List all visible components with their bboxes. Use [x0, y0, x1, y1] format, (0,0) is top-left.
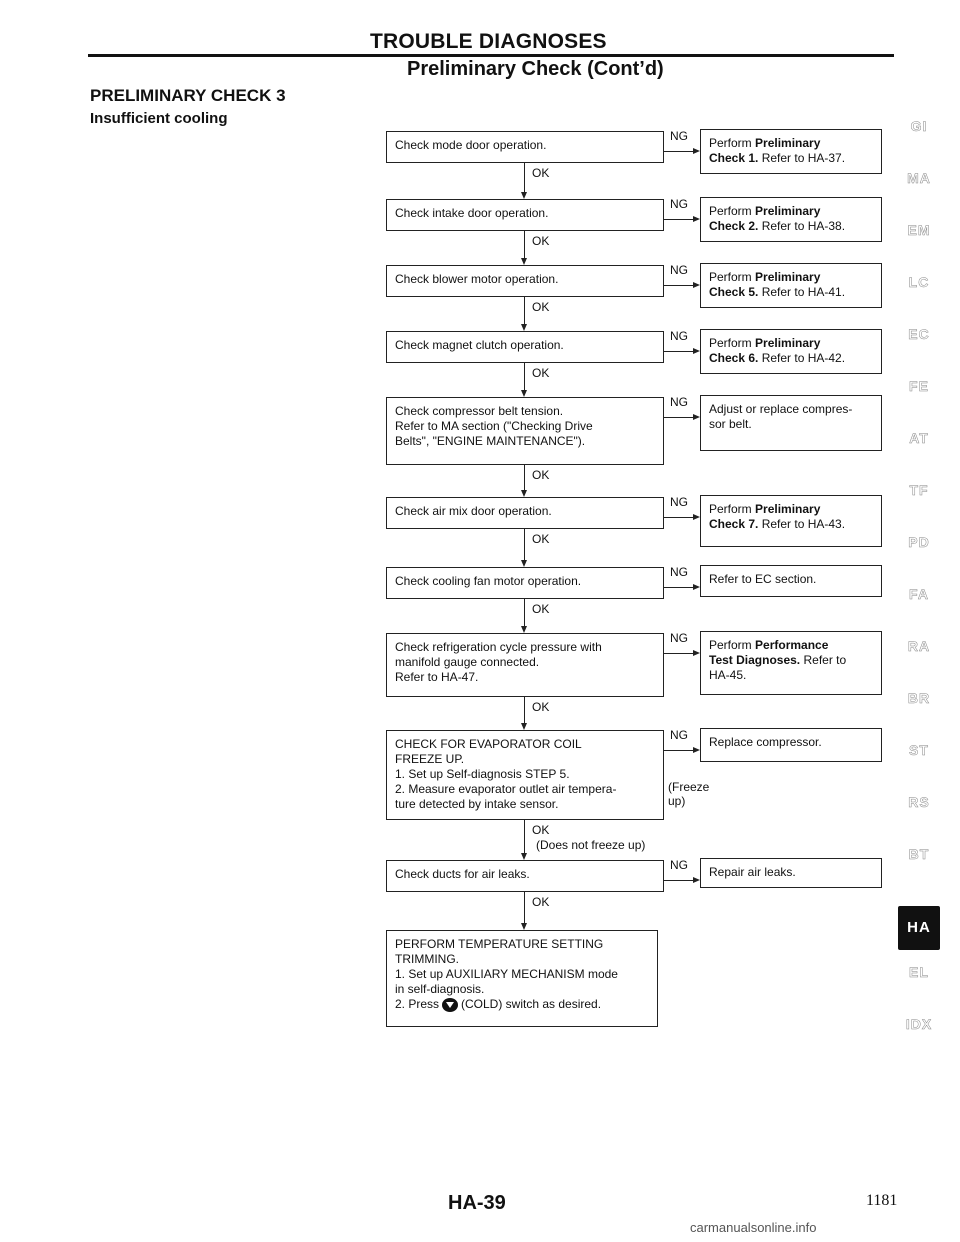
ok-arrow-icon: [521, 192, 527, 199]
check-step-box: [386, 331, 664, 363]
action-text-plain: Perform: [709, 204, 756, 218]
action-text-ref: Refer to HA-42.: [758, 351, 846, 365]
action-text-bold: Preliminary Check 2.: [709, 204, 821, 233]
check-step-text: Check intake door operation.: [395, 206, 549, 220]
action-text-bold: Performance Test Diagnoses.: [709, 638, 829, 667]
check-step-box: [386, 730, 664, 820]
ok-connector-line: [524, 231, 525, 259]
ok-label: OK: [532, 895, 550, 909]
ng-label: NG: [670, 495, 688, 509]
ng-arrow-icon: [693, 148, 700, 154]
action-box: [700, 565, 882, 597]
action-text-ref: Refer to HA-45.: [709, 653, 847, 682]
ng-connector-line: [664, 219, 693, 220]
check-step-text: Check blower motor operation.: [395, 272, 559, 286]
action-text-ref: Refer to HA-37.: [758, 151, 846, 165]
check-step-text: Check magnet clutch operation.: [395, 338, 564, 352]
action-text: [709, 865, 873, 880]
ng-label: NG: [670, 728, 688, 742]
ok-arrow-icon: [521, 560, 527, 567]
ng-label: NG: [670, 395, 688, 409]
ok-arrow-icon: [521, 490, 527, 497]
ok-arrow-icon: [521, 390, 527, 397]
ng-label: NG: [670, 129, 688, 143]
section-tab-ha[interactable]: HA: [898, 906, 940, 950]
section-tab-bt[interactable]: BT: [908, 846, 930, 862]
action-box: [700, 197, 882, 242]
check-step-box: [386, 397, 664, 465]
action-box: [700, 728, 882, 762]
section-tab-ra[interactable]: RA: [907, 638, 931, 654]
action-text: [709, 336, 873, 366]
check-step-box: [386, 860, 664, 892]
ng-arrow-icon: [693, 877, 700, 883]
cold-down-icon: [442, 998, 458, 1012]
check-step-text: Check refrigeration cycle pressure with manifold gauge connected. Refer to HA-47.: [395, 640, 602, 684]
section-tab-fe[interactable]: FE: [909, 378, 929, 394]
ng-connector-line: [664, 750, 693, 751]
action-text: [709, 572, 873, 587]
page-code: 1181: [866, 1192, 898, 1209]
ng-label: NG: [670, 197, 688, 211]
action-text-bold: Preliminary Check 1.: [709, 136, 821, 165]
action-box: [700, 395, 882, 451]
check-step-text: Check air mix door operation.: [395, 504, 552, 518]
action-text-plain: Refer to EC section.: [709, 572, 817, 586]
check-step-text: Check compressor belt tension. Refer to MA section ("Checking Drive Belts", "ENGINE MAINTENANCE").: [395, 404, 593, 448]
action-text-plain: Perform: [709, 336, 756, 350]
ok-connector-line: [524, 363, 525, 391]
ng-arrow-icon: [693, 348, 700, 354]
ng-connector-line: [664, 517, 693, 518]
action-text: [709, 402, 873, 432]
section-subtitle: Insufficient cooling: [90, 110, 228, 127]
action-text-ref: Refer to HA-43.: [758, 517, 846, 531]
ok-label: OK: [532, 823, 550, 837]
ok-connector-line: [524, 599, 525, 627]
ok-connector-line: [524, 465, 525, 491]
ok-label: OK: [532, 700, 550, 714]
action-text-ref: Refer to HA-41.: [758, 285, 846, 299]
action-text-plain: Repair air leaks.: [709, 865, 796, 879]
ng-connector-line: [664, 587, 693, 588]
action-text-plain: Perform: [709, 502, 756, 516]
ok-label: OK: [532, 468, 550, 482]
action-text-plain: Replace compressor.: [709, 735, 822, 749]
section-tab-el[interactable]: EL: [909, 964, 929, 980]
check-step-box: [386, 265, 664, 297]
check-step-text: Check mode door operation.: [395, 138, 547, 152]
header-rule: [88, 54, 894, 57]
header-title: TROUBLE DIAGNOSES: [370, 30, 607, 53]
header-subtitle: Preliminary Check (Cont’d): [407, 58, 664, 80]
ng-connector-line: [664, 880, 693, 881]
section-tab-tf[interactable]: TF: [909, 482, 929, 498]
action-text: [709, 204, 873, 234]
ng-connector-line: [664, 417, 693, 418]
section-tab-lc[interactable]: LC: [908, 274, 930, 290]
ng-arrow-icon: [693, 216, 700, 222]
action-text-plain: Adjust or replace compres- sor belt.: [709, 402, 853, 431]
ok-label: OK: [532, 602, 550, 616]
ok-label: OK: [532, 366, 550, 380]
ok-arrow-icon: [521, 723, 527, 730]
action-text-bold: Preliminary Check 5.: [709, 270, 821, 299]
ng-connector-line: [664, 151, 693, 152]
section-tab-fa[interactable]: FA: [909, 586, 929, 602]
section-tab-br[interactable]: BR: [907, 690, 931, 706]
check-step-text: CHECK FOR EVAPORATOR COIL FREEZE UP. 1. Set up Self-diagnosis STEP 5. 2. Measure evaporator outlet air tempera- ture detected by intake sensor.: [395, 737, 617, 811]
section-tab-st[interactable]: ST: [909, 742, 929, 758]
action-text: [709, 735, 873, 750]
check-step-box: [386, 567, 664, 599]
ok-arrow-icon: [521, 853, 527, 860]
final-step-box: [386, 930, 658, 1027]
ng-arrow-icon: [693, 414, 700, 420]
watermark: carmanualsonline.info: [690, 1220, 817, 1235]
final-step-press: 2. Press: [395, 997, 440, 1011]
ng-label: NG: [670, 858, 688, 872]
ok-arrow-icon: [521, 626, 527, 633]
ng-arrow-icon: [693, 514, 700, 520]
ok-connector-line: [524, 297, 525, 325]
action-box: [700, 329, 882, 374]
section-tab-ma[interactable]: MA: [907, 170, 931, 186]
section-tab-pd[interactable]: PD: [908, 534, 930, 550]
action-text: [709, 638, 873, 683]
section-tab-at[interactable]: AT: [909, 430, 929, 446]
page-number: HA-39: [448, 1192, 506, 1214]
check-step-box: [386, 131, 664, 163]
section-title: PRELIMINARY CHECK 3: [90, 86, 286, 105]
action-text: [709, 136, 873, 166]
ok-connector-line: [524, 697, 525, 724]
ok-label: OK: [532, 532, 550, 546]
section-tab-ec[interactable]: EC: [908, 326, 930, 342]
action-text: [709, 270, 873, 300]
ok-connector-line: [524, 820, 525, 854]
section-tab-em[interactable]: EM: [907, 222, 931, 238]
check-step-box: [386, 497, 664, 529]
ok-label: OK: [532, 166, 550, 180]
action-text-ref: Refer to HA-38.: [758, 219, 846, 233]
action-box: [700, 263, 882, 308]
ng-label: NG: [670, 263, 688, 277]
action-box: [700, 631, 882, 695]
ok-connector-line: [524, 529, 525, 561]
action-text-bold: Preliminary Check 7.: [709, 502, 821, 531]
action-text-plain: Perform: [709, 270, 756, 284]
check-step-box: [386, 199, 664, 231]
ok-arrow-icon: [521, 324, 527, 331]
ng-arrow-icon: [693, 282, 700, 288]
check-step-box: [386, 633, 664, 697]
action-box: [700, 129, 882, 174]
action-box: [700, 495, 882, 547]
ok-connector-line: [524, 163, 525, 193]
final-step-cold: (COLD) switch as desired.: [461, 997, 602, 1011]
section-tab-rs[interactable]: RS: [908, 794, 930, 810]
action-text: [709, 502, 873, 532]
ng-label: NG: [670, 565, 688, 579]
action-box: [700, 858, 882, 888]
ok-arrow-icon: [521, 258, 527, 265]
ng-note: (Freeze up): [668, 780, 710, 808]
check-step-text: Check ducts for air leaks.: [395, 867, 530, 881]
ok-label: OK: [532, 300, 550, 314]
ok-label: OK: [532, 234, 550, 248]
action-text-plain: Perform: [709, 136, 756, 150]
check-step-text: Check cooling fan motor operation.: [395, 574, 582, 588]
action-text-bold: Preliminary Check 6.: [709, 336, 821, 365]
ng-arrow-icon: [693, 747, 700, 753]
ng-connector-line: [664, 351, 693, 352]
action-text-plain: Perform: [709, 638, 756, 652]
ng-label: NG: [670, 631, 688, 645]
section-tab-gi[interactable]: GI: [910, 118, 928, 134]
ok-note: (Does not freeze up): [536, 838, 646, 852]
ok-connector-line: [524, 892, 525, 924]
final-step-text: PERFORM TEMPERATURE SETTING TRIMMING. 1. Set up AUXILIARY MECHANISM mode in self-diagnosis.: [395, 937, 618, 996]
section-tab-idx[interactable]: IDX: [905, 1016, 933, 1032]
ok-arrow-icon: [521, 923, 527, 930]
ng-arrow-icon: [693, 584, 700, 590]
ng-label: NG: [670, 329, 688, 343]
ng-arrow-icon: [693, 650, 700, 656]
ng-connector-line: [664, 285, 693, 286]
ng-connector-line: [664, 653, 693, 654]
